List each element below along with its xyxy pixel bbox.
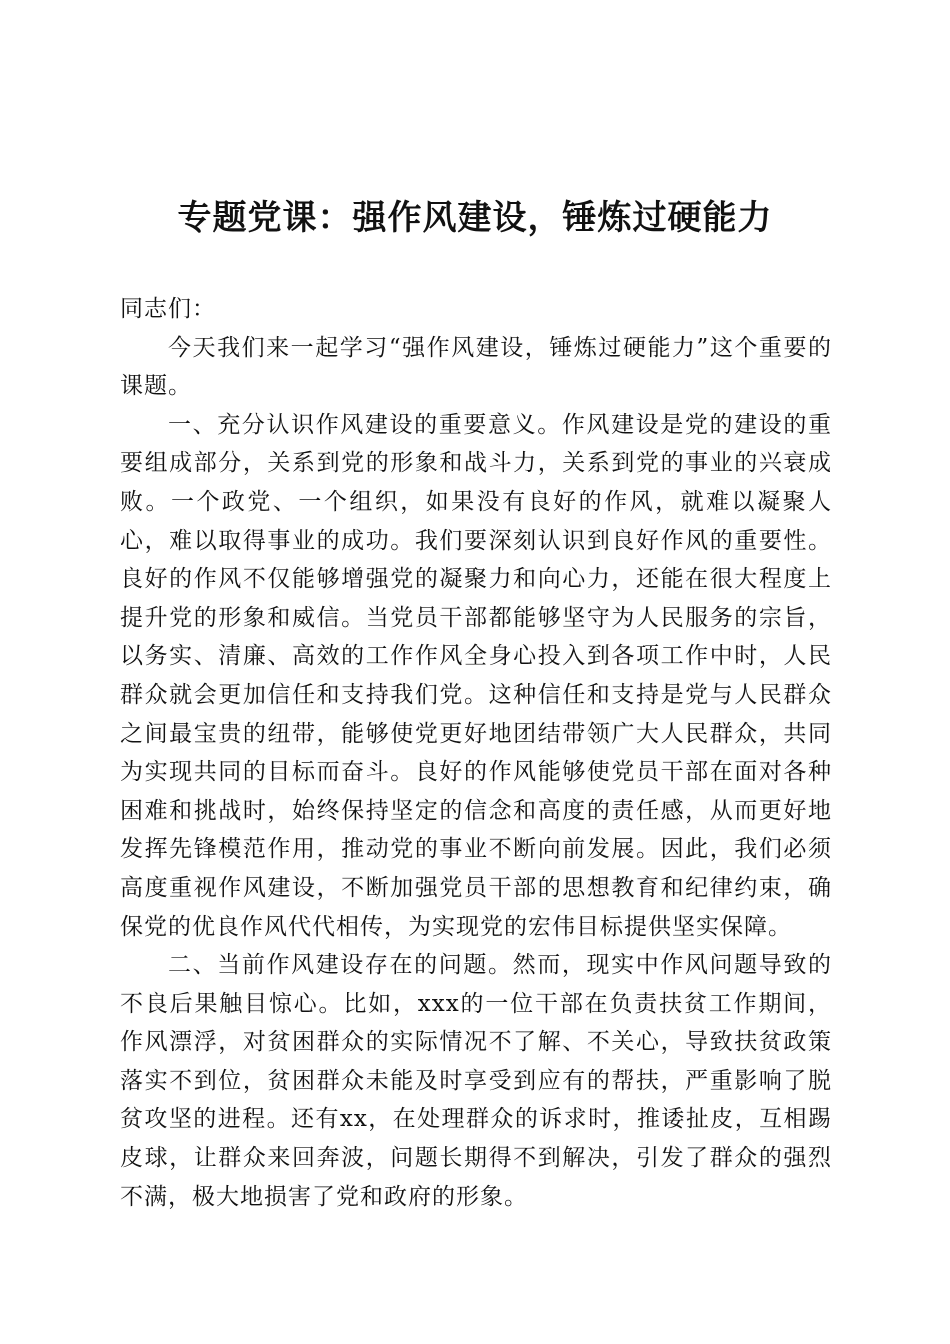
paragraph-section-1: 一、充分认识作风建设的重要意义。作风建设是党的建设的重要组成部分，关系到党的形象和战斗力，关系到党的事业的兴衰成败。一个政党、一个组织，如果没有良好的作风，就难以凝聚人心，难以取得事业的成功。我们要深刻认识到良好作风的重要性。良好的作风不仅能够增强党的凝聚力和向心力，还能在很大程度上提升党的形象和威信。当党员干部都能够坚守为人民服务的宗旨，以务实、清廉、高效的工作作风全身心投入到各项工作中时，人民群众就会更加信任和支持我们党。这种信任和支持是党与人民群众之间最宝贵的纽带，能够使党更好地团结带领广大人民群众，共同为实现共同的目标而奋斗。良好的作风能够使党员干部在面对各种困难和挑战时，始终保持坚定的信念和高度的责任感，从而更好地发挥先锋模范作用，推动党的事业不断向前发展。因此，我们必须高度重视作风建设，不断加强党员干部的思想教育和纪律约束，确保党的优良作风代代相传，为实现党的宏伟目标提供坚实保障。 bbox=[120, 411, 832, 940]
salutation: 同志们： bbox=[120, 296, 216, 322]
paragraph-section-2: 二、当前作风建设存在的问题。然而，现实中作风问题导致的不良后果触目惊心。比如，xxx的一位干部在负责扶贫工作期间，作风漂浮，对贫困群众的实际情况不了解、不关心，导致扶贫政策落实不到位，贫困群众未能及时享受到应有的帮扶，严重影响了脱贫攻坚的进程。还有xx，在处理群众的诉求时，推诿扯皮，互相踢皮球，让群众来回奔波，问题长期得不到解决，引发了群众的强烈不满，极大地损害了党和政府的形象。 bbox=[120, 952, 832, 1210]
paragraph-intro: 今天我们来一起学习“强作风建设，锤炼过硬能力”这个重要的课题。 bbox=[120, 334, 832, 400]
document-body bbox=[120, 290, 832, 1216]
document-title: 专题党课：强作风建设，锤炼过硬能力 bbox=[177, 198, 773, 238]
